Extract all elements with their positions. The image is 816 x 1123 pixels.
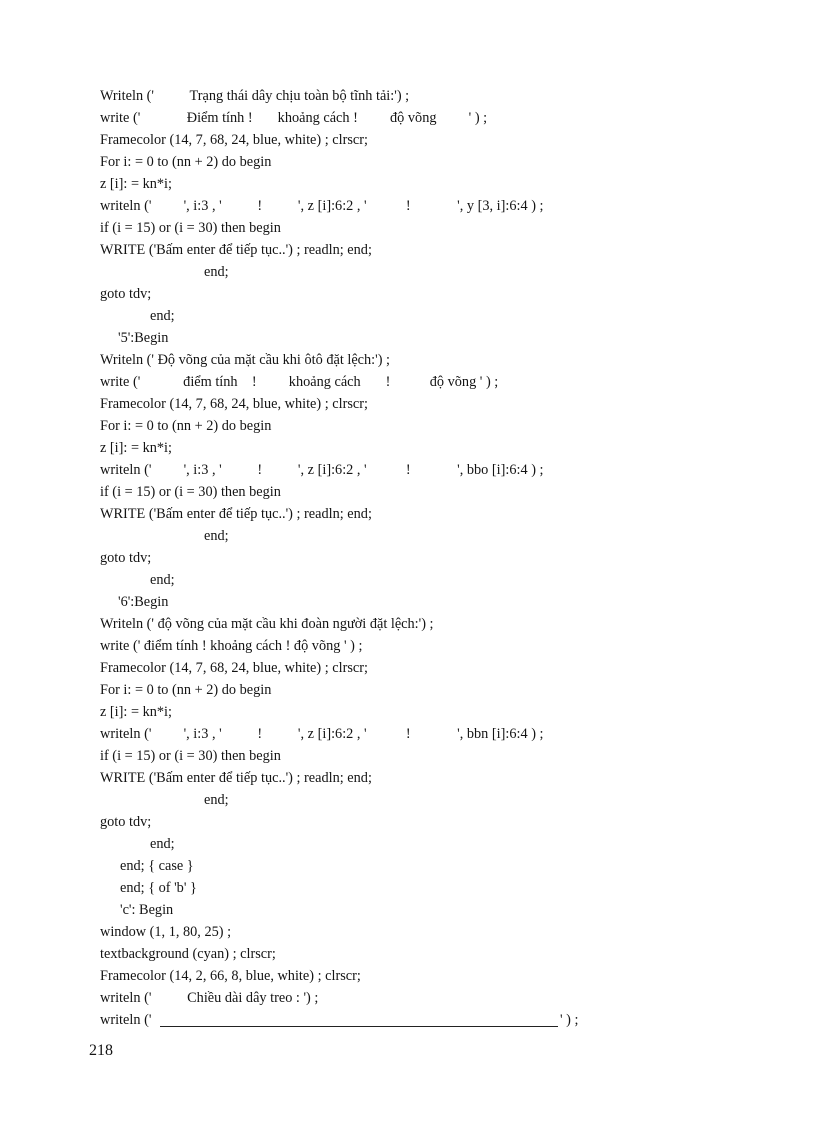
code-line: 'c': Begin — [120, 902, 174, 918]
code-line-end: ' ) ; — [560, 1012, 579, 1028]
code-line: writeln (' ', i:3 , ' ! ', z [i]:6:2 , ' ! ', bbo [i]:6:4 ) ; — [100, 462, 544, 478]
code-line: end; { of 'b' } — [120, 880, 197, 896]
code-line: end; — [150, 836, 175, 852]
code-line: end; — [204, 264, 229, 280]
code-line: Writeln (' Trạng thái dây chịu toàn bộ tĩnh tải:') ; — [100, 88, 410, 104]
code-line: write (' điểm tính ! khoảng cách ! độ võng ' ) ; — [100, 374, 499, 390]
code-line: WRITE ('Bấm enter để tiếp tục..') ; readln; end; — [100, 770, 372, 786]
code-line: end; — [204, 792, 229, 808]
code-line: writeln (' ', i:3 , ' ! ', z [i]:6:2 , ' ! ', y [3, i]:6:4 ) ; — [100, 198, 544, 214]
code-line: goto tdv; — [100, 814, 152, 830]
code-line: '6':Begin — [118, 594, 169, 610]
code-line: writeln (' Chiều dài dây treo : ') ; — [100, 990, 319, 1006]
code-line: if (i = 15) or (i = 30) then begin — [100, 484, 281, 500]
underline-rule — [160, 1026, 558, 1027]
code-line: Writeln (' độ võng của mặt cầu khi đoàn người đặt lệch:') ; — [100, 616, 434, 632]
code-line: z [i]: = kn*i; — [100, 704, 172, 720]
page-number: 218 — [89, 1042, 113, 1059]
code-line: For i: = 0 to (nn + 2) do begin — [100, 682, 272, 698]
code-line: For i: = 0 to (nn + 2) do begin — [100, 418, 272, 434]
code-line: For i: = 0 to (nn + 2) do begin — [100, 154, 272, 170]
code-line: write (' Điểm tính ! khoảng cách ! độ võng ' ) ; — [100, 110, 488, 126]
code-line: writeln (' ', i:3 , ' ! ', z [i]:6:2 , ' ! ', bbn [i]:6:4 ) ; — [100, 726, 544, 742]
code-line: z [i]: = kn*i; — [100, 176, 172, 192]
code-line: Framecolor (14, 7, 68, 24, blue, white) ; clrscr; — [100, 396, 368, 412]
code-line: goto tdv; — [100, 550, 152, 566]
code-line: textbackground (cyan) ; clrscr; — [100, 946, 276, 962]
code-line: window (1, 1, 80, 25) ; — [100, 924, 232, 940]
code-line: Framecolor (14, 7, 68, 24, blue, white) ; clrscr; — [100, 132, 368, 148]
code-line: Framecolor (14, 2, 66, 8, blue, white) ; clrscr; — [100, 968, 361, 984]
code-line: Framecolor (14, 7, 68, 24, blue, white) ; clrscr; — [100, 660, 368, 676]
code-line-start: writeln (' — [100, 1012, 152, 1028]
code-line: Writeln (' Độ võng của mặt cầu khi ôtô đặt lệch:') ; — [100, 352, 391, 368]
code-line: if (i = 15) or (i = 30) then begin — [100, 220, 281, 236]
code-line: WRITE ('Bấm enter để tiếp tục..') ; readln; end; — [100, 242, 372, 258]
code-line: if (i = 15) or (i = 30) then begin — [100, 748, 281, 764]
code-line: goto tdv; — [100, 286, 152, 302]
code-line: WRITE ('Bấm enter để tiếp tục..') ; readln; end; — [100, 506, 372, 522]
code-line: end; { case } — [120, 858, 194, 874]
code-line: write (' điểm tính ! khoảng cách ! độ võng ' ) ; — [100, 638, 363, 654]
code-line: z [i]: = kn*i; — [100, 440, 172, 456]
code-line: end; — [150, 308, 175, 324]
code-line: end; — [150, 572, 175, 588]
code-line: end; — [204, 528, 229, 544]
code-line: '5':Begin — [118, 330, 169, 346]
